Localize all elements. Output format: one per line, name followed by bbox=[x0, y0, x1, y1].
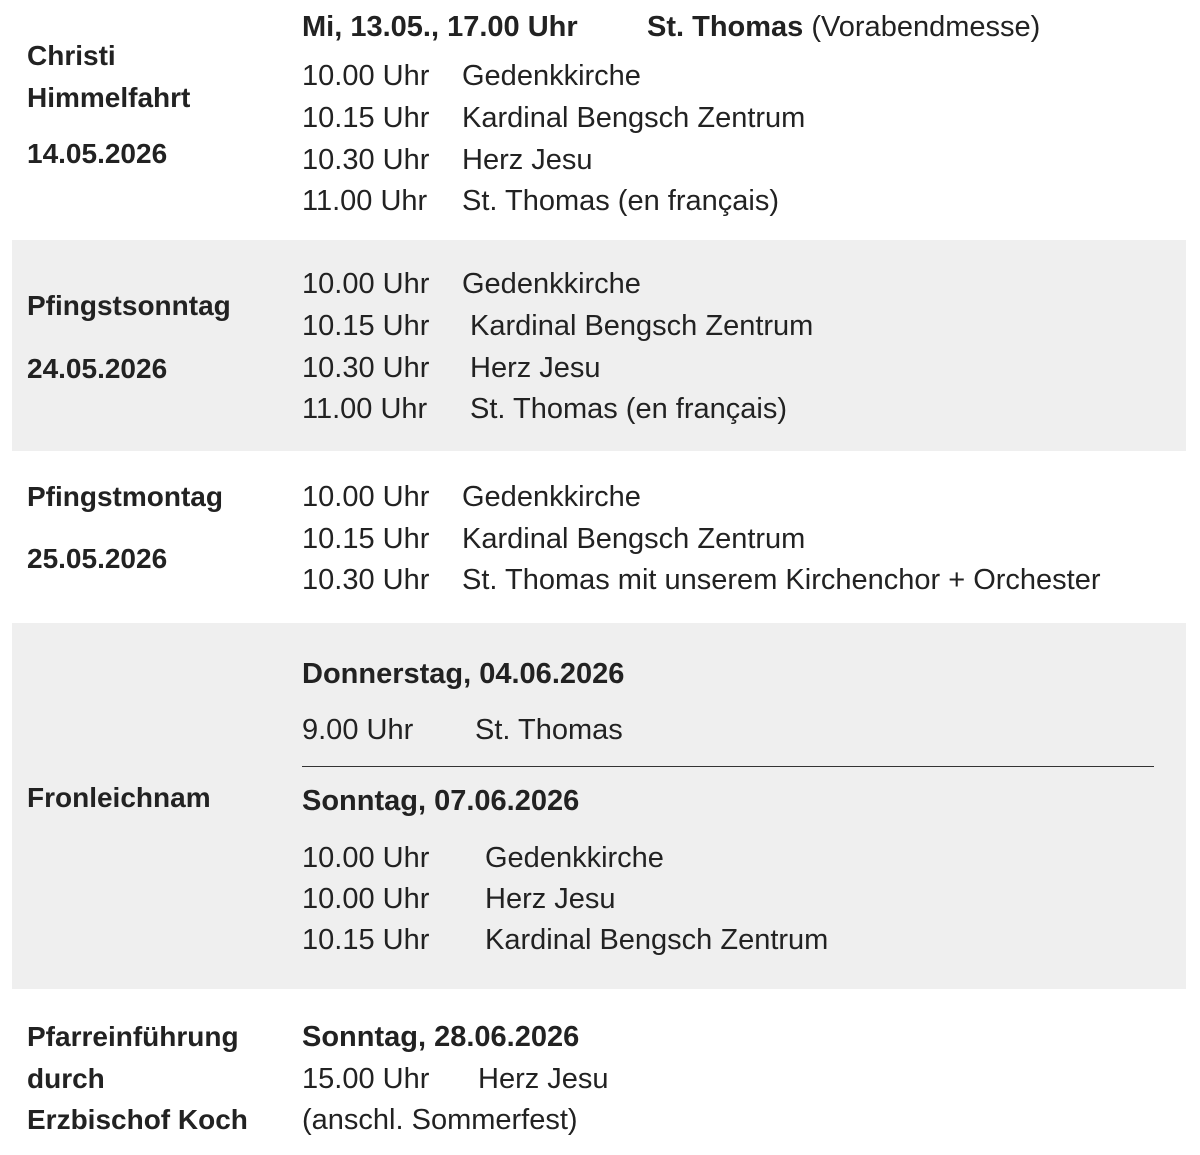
section-date: 25.05.2026 bbox=[27, 543, 168, 574]
mass-time: 10.00 Uhr bbox=[302, 842, 430, 874]
mass-place: Gedenkkirche bbox=[485, 842, 664, 874]
mass-place: Herz Jesu bbox=[470, 352, 601, 384]
mass-time: 10.15 Uhr bbox=[302, 924, 430, 956]
mass-time: 9.00 Uhr bbox=[302, 714, 414, 746]
vigil-note: (Vorabendmesse) bbox=[811, 11, 1041, 43]
mass-time: 11.00 Uhr bbox=[302, 185, 428, 217]
mass-place: St. Thomas (en français) bbox=[462, 185, 779, 217]
mass-time: 15.00 Uhr bbox=[302, 1063, 430, 1095]
divider-line bbox=[302, 766, 1154, 767]
section-date: 14.05.2026 bbox=[27, 138, 168, 169]
section-label-line: Christi bbox=[27, 40, 116, 71]
mass-time: 11.00 Uhr bbox=[302, 393, 428, 425]
mass-time: 10.30 Uhr bbox=[302, 144, 430, 176]
mass-time: 10.00 Uhr bbox=[302, 883, 430, 915]
mass-place: Gedenkkirche bbox=[462, 481, 641, 513]
mass-place: Kardinal Bengsch Zentrum bbox=[485, 924, 829, 956]
mass-place: St. Thomas mit unserem Kirchenchor + Orchester bbox=[462, 564, 1101, 596]
section-label-line: Pfingstsonntag bbox=[27, 290, 231, 321]
mass-place: Kardinal Bengsch Zentrum bbox=[470, 310, 814, 342]
mass-place: Herz Jesu bbox=[462, 144, 593, 176]
mass-time: 10.15 Uhr bbox=[302, 523, 430, 555]
event-note: (anschl. Sommerfest) bbox=[302, 1104, 578, 1136]
group-heading: Donnerstag, 04.06.2026 bbox=[302, 658, 625, 690]
section-label-line: Pfarreinführung bbox=[27, 1021, 239, 1052]
vigil-date-time: Mi, 13.05., 17.00 Uhr bbox=[302, 11, 578, 43]
mass-time: 10.15 Uhr bbox=[302, 310, 430, 342]
section-label-line: durch bbox=[27, 1063, 105, 1094]
mass-place: Herz Jesu bbox=[478, 1063, 609, 1095]
mass-place: Herz Jesu bbox=[485, 883, 616, 915]
vigil-church: St. Thomas bbox=[647, 11, 804, 43]
mass-place: Gedenkkirche bbox=[462, 268, 641, 300]
group-heading: Sonntag, 28.06.2026 bbox=[302, 1021, 580, 1053]
mass-place: Kardinal Bengsch Zentrum bbox=[462, 102, 806, 134]
mass-place: Kardinal Bengsch Zentrum bbox=[462, 523, 806, 555]
mass-place: St. Thomas bbox=[475, 714, 623, 746]
section-label-line: Himmelfahrt bbox=[27, 82, 191, 113]
group-heading: Sonntag, 07.06.2026 bbox=[302, 785, 580, 817]
mass-time: 10.00 Uhr bbox=[302, 268, 430, 300]
mass-time: 10.30 Uhr bbox=[302, 352, 430, 384]
mass-time: 10.15 Uhr bbox=[302, 102, 430, 134]
mass-time: 10.00 Uhr bbox=[302, 60, 430, 92]
section-label-line: Fronleichnam bbox=[27, 782, 211, 813]
mass-time: 10.00 Uhr bbox=[302, 481, 430, 513]
vigil-church-line bbox=[647, 13, 1040, 42]
mass-place: St. Thomas (en français) bbox=[470, 393, 787, 425]
section-date: 24.05.2026 bbox=[27, 353, 168, 384]
mass-place: Gedenkkirche bbox=[462, 60, 641, 92]
mass-time: 10.30 Uhr bbox=[302, 564, 430, 596]
section-label-line: Pfingstmontag bbox=[27, 481, 223, 512]
section-label-line: Erzbischof Koch bbox=[27, 1104, 248, 1135]
